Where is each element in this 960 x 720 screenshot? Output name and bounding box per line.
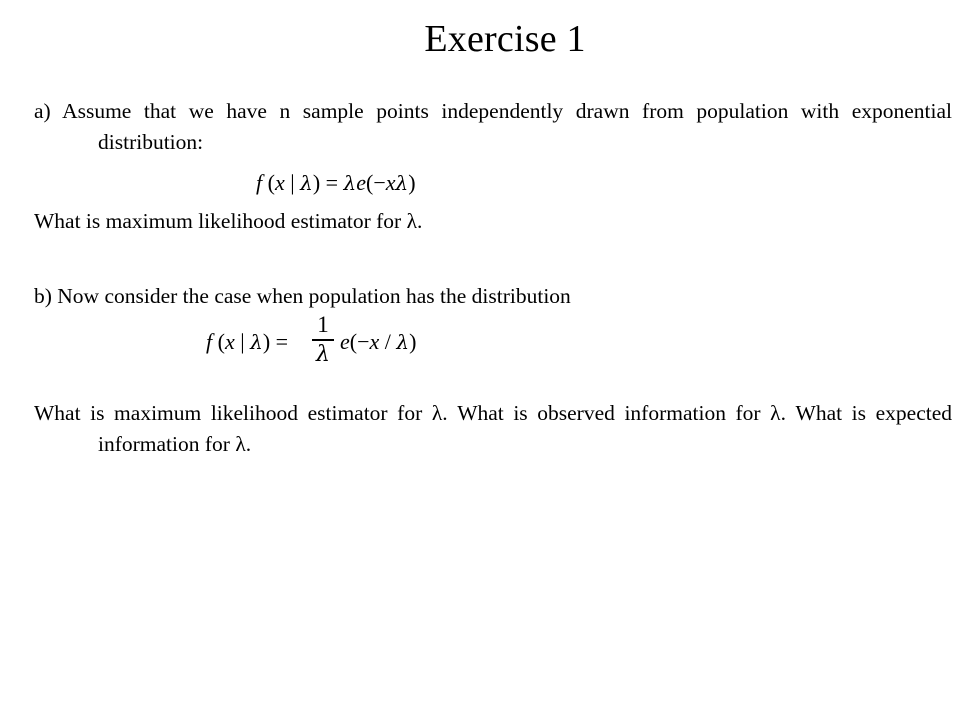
part-a-paragraph	[34, 96, 952, 158]
formula-symbol-e: e	[356, 170, 366, 195]
formula-symbol-lambda: λ	[395, 171, 409, 195]
formula-paren: (−	[349, 329, 370, 354]
formula-symbol-e: e	[340, 329, 350, 354]
formula-bar: |	[284, 170, 301, 195]
formula-paren: (	[212, 329, 225, 354]
formula-symbol-lambda: λ	[300, 171, 313, 195]
formula-symbol-lambda: λ	[343, 171, 357, 195]
formula-symbol-x: x	[369, 329, 380, 354]
fraction-numerator: 1	[317, 312, 329, 337]
part-b-question: What is maximum likelihood estimator for λ. What is observed information for λ. What is expected information for λ.	[34, 401, 952, 456]
formula-symbol-x: x	[385, 170, 396, 195]
formula-bar: |	[234, 329, 251, 354]
part-a-question: What is maximum likelihood estimator for λ.	[34, 209, 423, 233]
formula-equals: ) =	[312, 170, 344, 195]
formula-symbol-x: x	[274, 170, 285, 195]
formula-fraction	[310, 312, 336, 367]
slide-title: Exercise 1	[424, 18, 586, 60]
formula-equals: ) =	[262, 329, 289, 354]
part-b-intro: b) Now consider the case when population has the distribution	[34, 284, 571, 308]
fraction-bar	[312, 339, 334, 341]
formula-rhs	[340, 329, 416, 355]
formula-paren: )	[408, 170, 416, 195]
fraction-denominator: λ	[316, 341, 330, 367]
formula-symbol-f: f	[206, 329, 213, 354]
formula-paren: (	[262, 170, 275, 195]
formula-symbol-lambda: λ	[250, 330, 263, 354]
formula-symbol-x: x	[224, 329, 235, 354]
formula-paren: (−	[366, 170, 386, 195]
part-b-paragraph	[34, 398, 952, 460]
formula-lhs	[206, 329, 288, 355]
part-a-text: a) Assume that we have n sample points independently drawn from population with exponential distribution:	[34, 99, 952, 154]
formula-slash: /	[379, 329, 397, 354]
formula-symbol-lambda: λ	[396, 330, 410, 354]
formula-paren: )	[409, 329, 417, 354]
exponential-density-formula	[256, 170, 416, 196]
formula-symbol-f: f	[256, 170, 263, 195]
